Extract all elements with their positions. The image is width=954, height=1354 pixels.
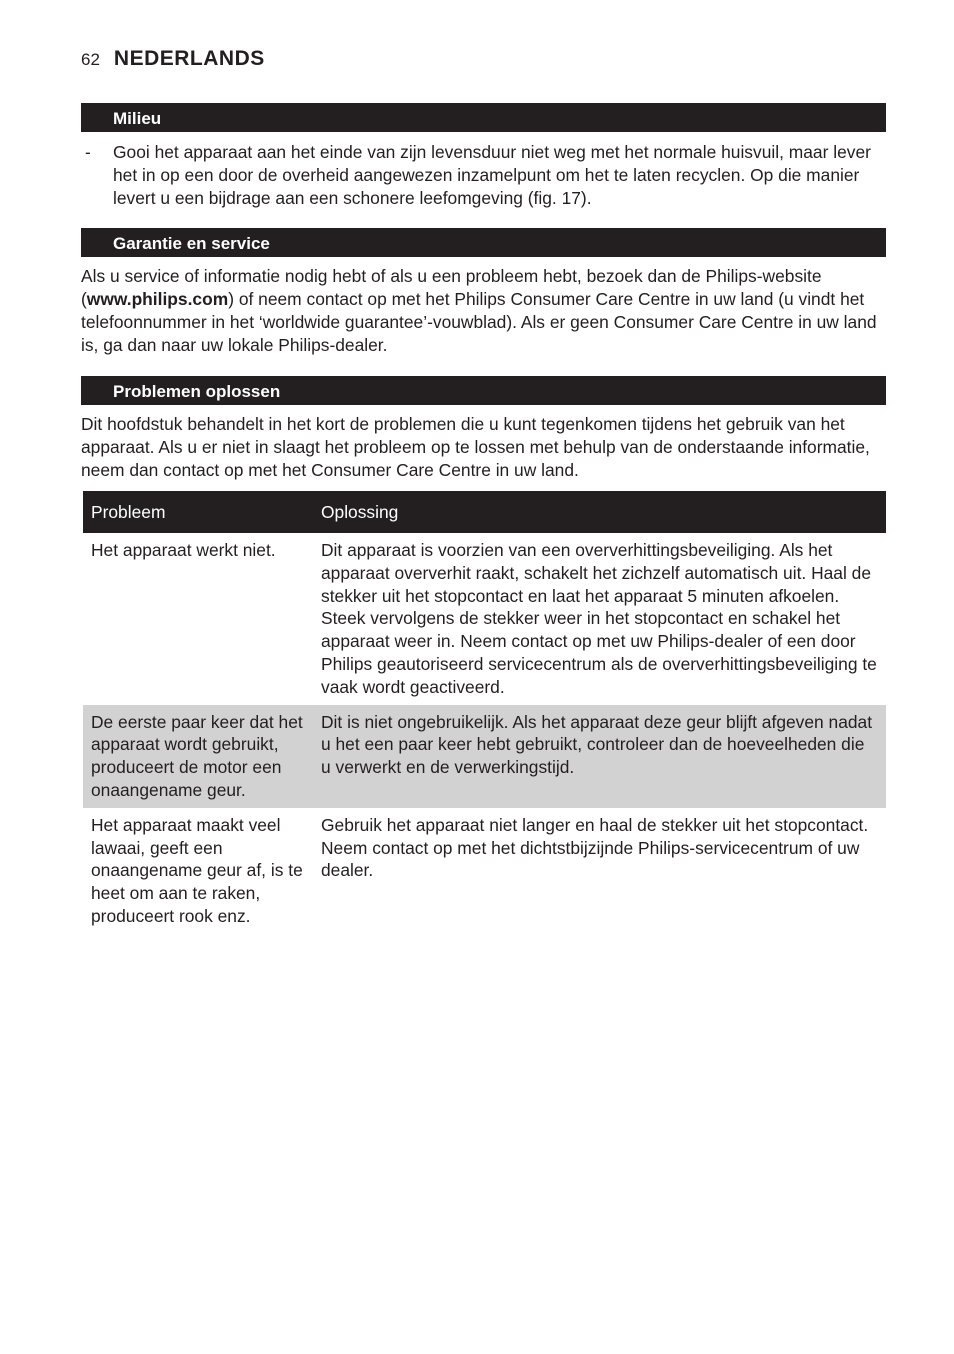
- garantie-text-before: Als u service of informatie nodig hebt of als u een probleem hebt, bezoek dan de Philips-website (: [81, 266, 822, 309]
- page-header: [81, 47, 265, 75]
- table-row: [83, 808, 886, 934]
- section-heading-garantie: Garantie en service: [81, 228, 886, 257]
- table-row: [83, 533, 886, 705]
- problem-cell: De eerste paar keer dat het apparaat wordt gebruikt, produceert de motor een onaangename geur.: [83, 705, 313, 808]
- problem-cell: Het apparaat werkt niet.: [91, 540, 276, 560]
- section-heading-problemen: Problemen oplossen: [81, 376, 886, 405]
- troubleshooting-table: [83, 491, 886, 934]
- table-header-row: [83, 491, 886, 533]
- header-solution: Oplossing: [313, 491, 886, 533]
- garantie-paragraph: [81, 265, 886, 357]
- garantie-text-after: ) of neem contact op met het Philips Consumer Care Centre in uw land (u vindt het telefoonnummer in het ‘worldwide guarantee’-vouwblad). Als er geen Consumer Care Centre in uw land is, ga dan naar uw lokale Philips-dealer.: [81, 289, 877, 355]
- solution-cell: Gebruik het apparaat niet langer en haal de stekker uit het stopcontact. Neem contact op met het dichtstbijzijnde Philips-servicecentrum of uw dealer.: [321, 814, 869, 881]
- section-heading-milieu: Milieu: [81, 103, 886, 132]
- bullet-dash: -: [85, 142, 91, 162]
- milieu-bullet-text: Gooi het apparaat aan het einde van zijn levensduur niet weg met het normale huisvuil, maar lever het in op een door de overheid aangewezen inzamelpunt om het te laten recyclen. Op die manier levert u een bijdrage aan een schonere leefomgeving (fig. 17).: [113, 142, 871, 208]
- header-problem: Probleem: [83, 491, 313, 533]
- problemen-intro-paragraph: Dit hoofdstuk behandelt in het kort de problemen die u kunt tegenkomen tijdens het gebruik van het apparaat. Als u er niet in slaagt het probleem op te lossen met behulp van de onderstaande informatie, neem dan contact op met het Consumer Care Centre in uw land.: [81, 414, 870, 480]
- problem-cell: Het apparaat maakt veel lawaai, geeft een onaangename geur af, is te heet om aan te raken, produceert rook enz.: [91, 814, 303, 926]
- milieu-bullet-item: [81, 141, 886, 210]
- solution-cell: Dit is niet ongebruikelijk. Als het apparaat deze geur blijft afgeven nadat u het een paar keer hebt gebruikt, controleer dan de hoeveelheden die u verwerkt en de verwerkingstijd.: [313, 705, 886, 808]
- table-row: [83, 705, 886, 808]
- philips-website-link[interactable]: www.philips.com: [86, 289, 229, 309]
- page-number: 62: [81, 50, 100, 69]
- language-title: NEDERLANDS: [113, 47, 265, 70]
- solution-cell: Dit apparaat is voorzien van een oververhittingsbeveiliging. Als het apparaat oververhit raakt, schakelt het zichzelf automatisch uit. Haal de stekker uit het stopcontact en laat het apparaat 5 minuten afkoelen. Steek vervolgens de stekker weer in het stopcontact en schakel het apparaat weer in. Neem contact op met uw Philips-dealer of een door Philips geautoriseerd servicecentrum als de oververhittingsbeveiliging te vaak wordt geactiveerd.: [321, 540, 877, 697]
